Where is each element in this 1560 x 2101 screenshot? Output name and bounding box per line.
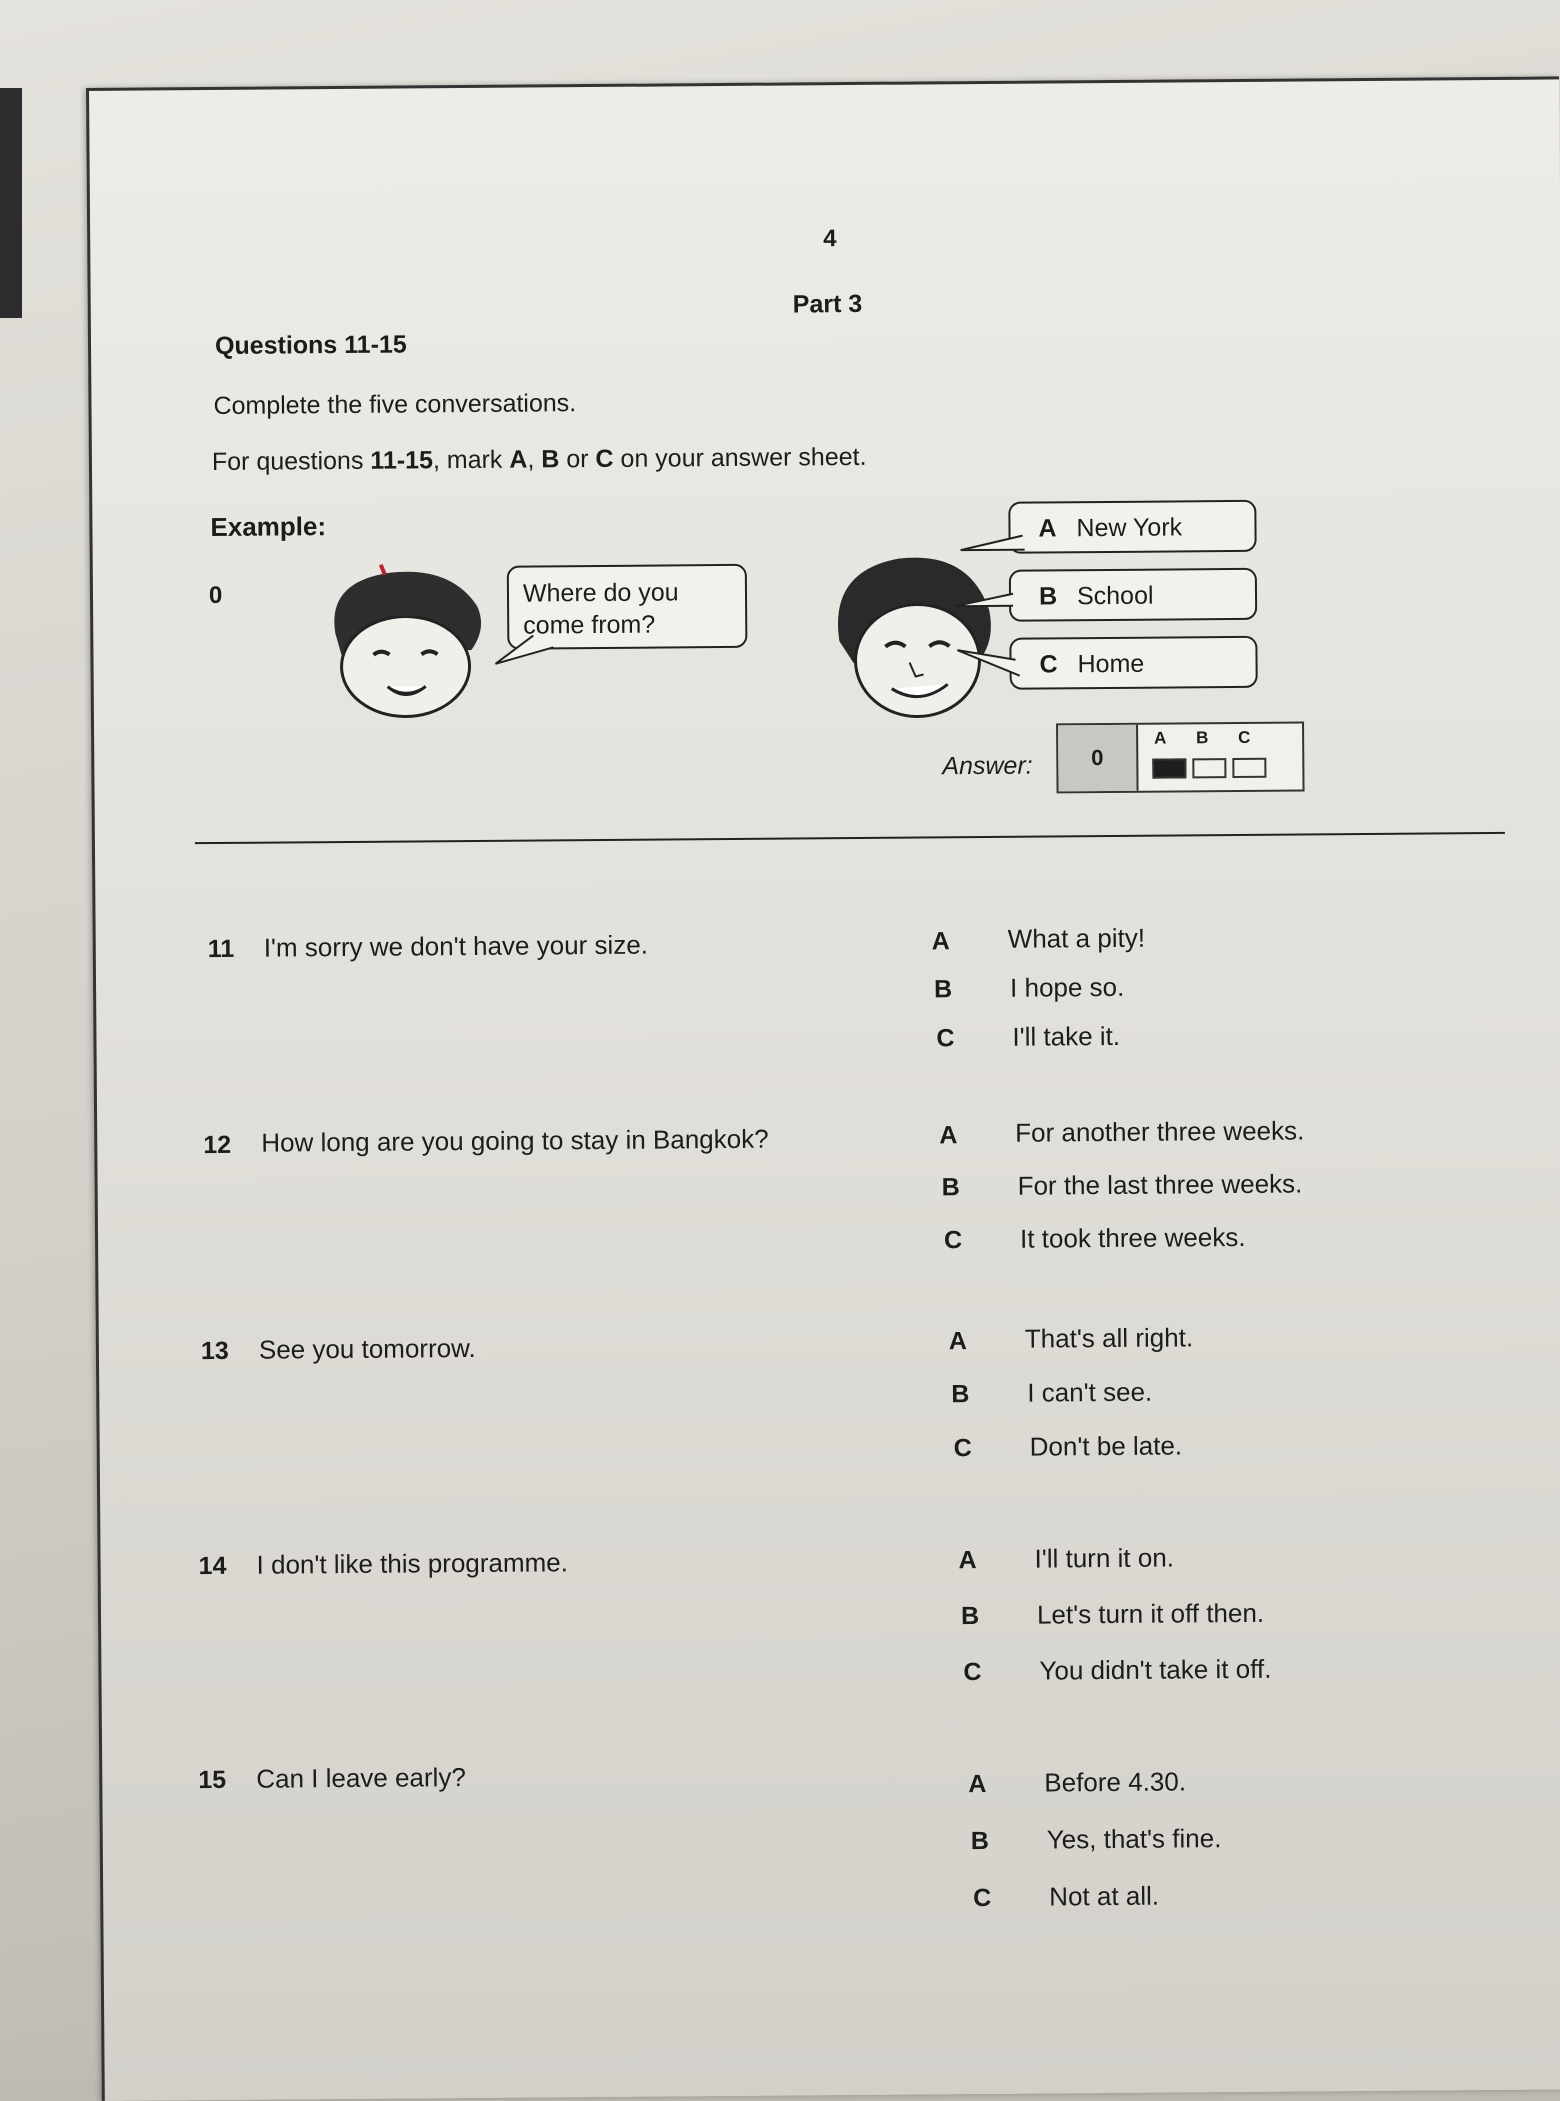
question-11-option-a-text: What a pity!	[1007, 922, 1146, 954]
question-14-option-a-letter: A	[958, 1546, 977, 1575]
answer-cells	[1152, 758, 1272, 779]
questions-title: Questions 11-15	[214, 330, 407, 360]
page-edge-tab	[0, 88, 22, 318]
question-11-option-c-letter: C	[936, 1024, 955, 1053]
page-number: 4	[823, 225, 837, 253]
question-12-option-b-text: For the last three weeks.	[1017, 1168, 1303, 1201]
question-11-option-b-text: I hope so.	[1009, 971, 1125, 1003]
example-option-a-text: New York	[1076, 513, 1183, 543]
answer-number: 0	[1058, 725, 1139, 792]
question-13-option-a-letter: A	[948, 1327, 968, 1356]
question-12-option-a-letter: A	[939, 1121, 958, 1150]
question-13-number: 13	[200, 1336, 229, 1366]
question-12-option-c-letter: C	[943, 1226, 963, 1255]
question-15-option-a-letter: A	[968, 1769, 987, 1799]
question-13-option-a-text: That's all right.	[1024, 1322, 1194, 1354]
answer-letters	[1154, 728, 1280, 749]
part-title: Part 3	[792, 289, 863, 319]
question-14-number: 14	[198, 1551, 227, 1581]
instruction-line-2: For questions 11-15, mark A, B or C on your answer sheet.	[211, 442, 867, 477]
example-option-b-letter: B	[1038, 582, 1058, 611]
example-option-b-text: School	[1076, 581, 1154, 611]
question-14-option-c-letter: C	[963, 1658, 982, 1687]
question-15-option-b-letter: B	[970, 1826, 989, 1856]
question-11-option-b-letter: B	[933, 975, 953, 1004]
question-11-option-a-letter: A	[931, 927, 950, 956]
example-label: Example:	[210, 511, 327, 543]
answer-cell-c	[1232, 758, 1266, 778]
question-12-text: How long are you going to stay in Bangkok?	[261, 1123, 769, 1158]
answer-letter-c: C	[1238, 727, 1251, 747]
example-option-c-letter: C	[1039, 650, 1058, 679]
question-14-option-b-letter: B	[960, 1602, 980, 1631]
question-15-text: Can I leave early?	[256, 1762, 466, 1794]
answer-letter-a: A	[1154, 728, 1167, 748]
question-12-option-c-text: It took three weeks.	[1019, 1221, 1246, 1254]
question-13-option-b-text: I can't see.	[1027, 1376, 1153, 1408]
example-question-line-1: Where do you	[522, 578, 679, 608]
example-question-line-2: come from?	[523, 610, 656, 640]
question-13-option-c-text: Don't be late.	[1029, 1430, 1183, 1462]
example-number: 0	[208, 581, 223, 610]
answer-cell-a-marked	[1152, 758, 1186, 778]
question-13-text: See you tomorrow.	[258, 1332, 476, 1365]
answer-sheet-box	[1056, 721, 1305, 793]
question-15-option-c-text: Not at all.	[1049, 1880, 1160, 1912]
exam-page	[86, 76, 1560, 2101]
instruction-line-1: Complete the five conversations.	[213, 389, 577, 421]
question-14-option-b-text: Let's turn it off then.	[1036, 1597, 1265, 1630]
question-13-option-b-letter: B	[951, 1380, 970, 1409]
example-option-c-text: Home	[1077, 649, 1145, 679]
question-15-option-a-text: Before 4.30.	[1044, 1766, 1187, 1798]
question-15-option-c-letter: C	[973, 1883, 992, 1913]
question-14-option-a-text: I'll turn it on.	[1034, 1542, 1175, 1574]
answer-cell-b	[1192, 758, 1226, 778]
question-15-option-b-text: Yes, that's fine.	[1046, 1823, 1222, 1855]
section-divider	[195, 832, 1505, 844]
question-14-option-c-text: You didn't take it off.	[1039, 1653, 1272, 1686]
question-12-option-b-letter: B	[941, 1173, 960, 1202]
question-12-number: 12	[203, 1130, 232, 1160]
question-14-text: I don't like this programme.	[256, 1547, 569, 1580]
answer-label: Answer:	[942, 751, 1033, 781]
question-11-text: I'm sorry we don't have your size.	[263, 929, 649, 963]
question-12-option-a-text: For another three weeks.	[1015, 1115, 1305, 1148]
answer-letter-b: B	[1196, 728, 1209, 748]
question-15-number: 15	[198, 1765, 227, 1795]
question-11-number: 11	[207, 934, 235, 964]
question-13-option-c-letter: C	[953, 1434, 972, 1463]
question-11-option-c-text: I'll take it.	[1012, 1020, 1121, 1052]
bubble-tails	[89, 82, 1294, 791]
example-option-a-letter: A	[1038, 514, 1057, 543]
